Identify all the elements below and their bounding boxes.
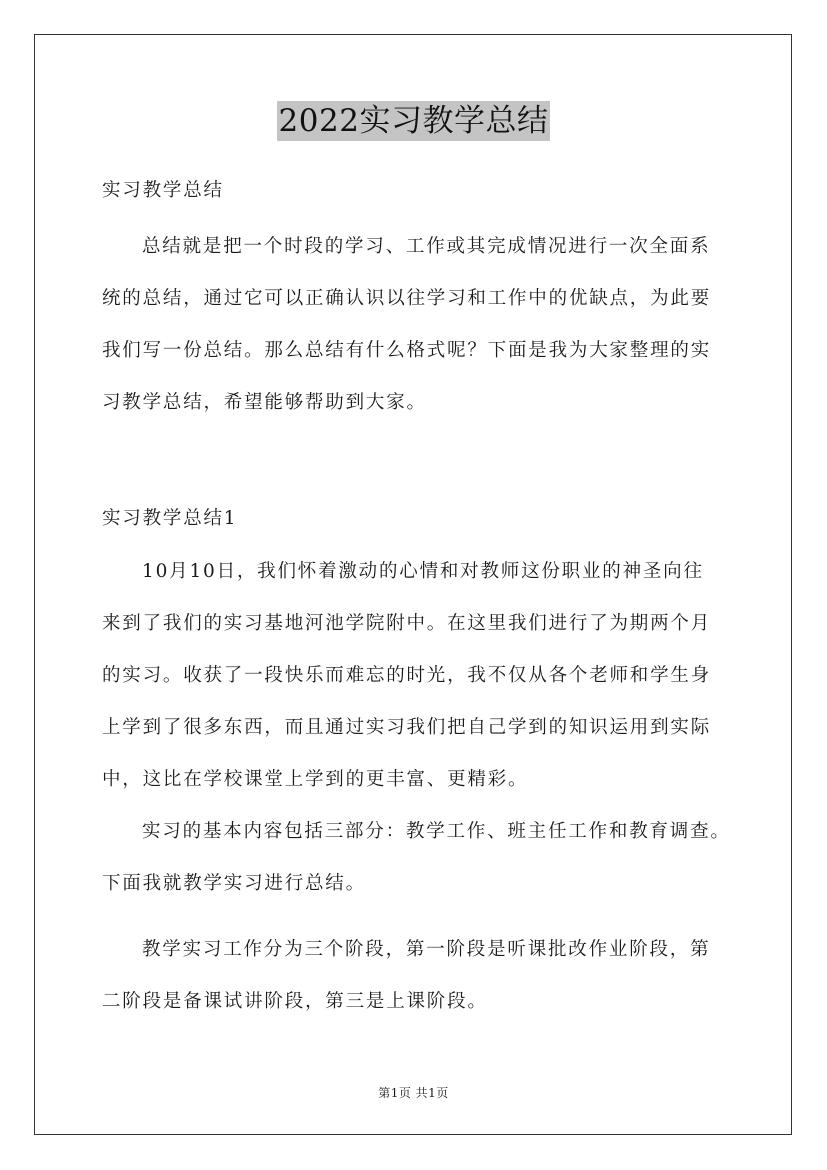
para2-line: 实习的基本内容包括三部分：教学工作、班主任工作和教育调查。	[142, 821, 731, 842]
para1-line: 的实习。收获了一段快乐而难忘的时光，我不仅从各个老师和学生身	[102, 665, 712, 686]
paragraph-3	[102, 924, 728, 1028]
para1-line: 来到了我们的实习基地河池学院附中。在这里我们进行了为期两个月	[102, 613, 712, 634]
title-wrap	[0, 101, 827, 141]
intro-line: 我们写一份总结。那么总结有什么格式呢？下面是我为大家整理的实	[102, 340, 712, 361]
section-heading-1	[102, 493, 728, 545]
paragraph-1	[102, 546, 731, 910]
para2-line: 下面我就教学实习进行总结。	[102, 873, 366, 894]
page-footer: 第1页 共1页	[378, 1086, 449, 1100]
intro-line: 统的总结，通过它可以正确认识以往学习和工作中的优缺点，为此要	[102, 288, 712, 309]
heading-intro: 实习教学总结	[102, 180, 224, 201]
intro-line: 总结就是把一个时段的学习、工作或其完成情况进行一次全面系	[142, 236, 711, 257]
para1-line: 上学到了很多东西，而且通过实习我们把自己学到的知识运用到实际	[102, 717, 712, 738]
para3-line: 教学实习工作分为三个阶段，第一阶段是听课批改作业阶段，第	[142, 939, 711, 960]
intro-line: 习教学总结，希望能够帮助到大家。	[102, 392, 427, 413]
para1-line: 10月10日，我们怀着激动的心情和对教师这份职业的神圣向往	[142, 561, 704, 582]
heading-summary-1: 实习教学总结1	[102, 508, 238, 529]
intro-paragraph	[102, 221, 728, 429]
section-heading	[102, 165, 728, 217]
document-title: 2022实习教学总结	[278, 103, 549, 139]
para3-line: 二阶段是备课试讲阶段，第三是上课阶段。	[102, 991, 488, 1012]
para1-line: 中，这比在学校课堂上学到的更丰富、更精彩。	[102, 769, 529, 790]
